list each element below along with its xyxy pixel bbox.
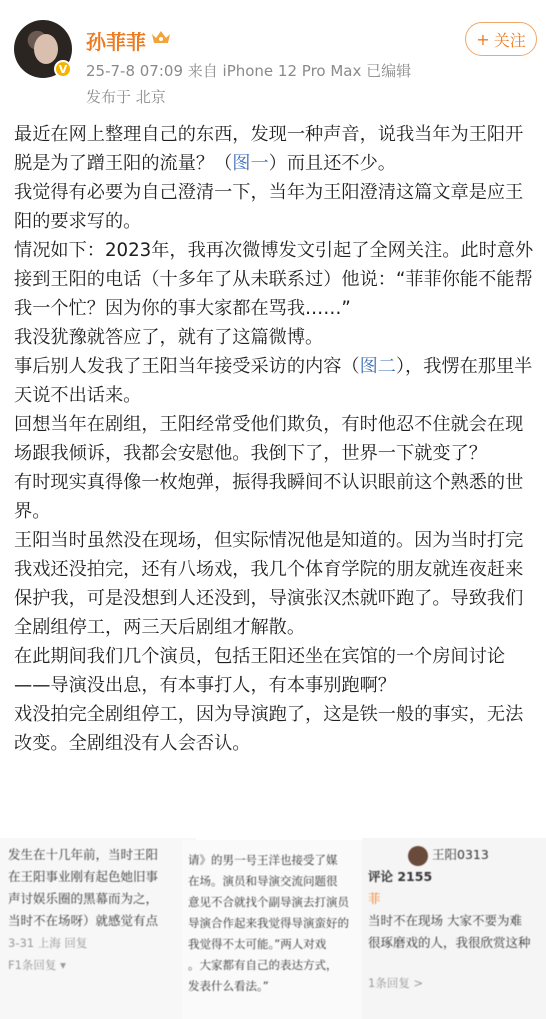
- paragraph-text: 王阳当时虽然没在现场，但实际情况他是知道的。因为当时打完我戏还没拍完，还有八场戏，我几个体育学院的朋友就连夜赶来保护我，可是没想到人还没到，导演张汉杰就吓跑了。导致我们全剧组停工，两三天后剧组才解散。: [14, 530, 524, 638]
- paragraph-text: 有时现实真得像一枚炮弹，振得我瞬间不认识眼前这个熟悉的世界。: [14, 472, 524, 522]
- post-meta: 25-7-8 07:09 来自 iPhone 12 Pro Max 已编辑: [86, 62, 412, 80]
- image-link[interactable]: 图一: [232, 153, 269, 174]
- paragraph-text: 回想当年在剧组，王阳经常受他们欺负，有时他忍不住就会在现场跟我倾诉，我都会安慰他。我倒下了，世界一下就变了？: [14, 414, 524, 464]
- shot1-line: 声讨娱乐圈的黑幕而为之，: [8, 891, 159, 906]
- shot2-line: 意见不合就找个副导演去打演员: [188, 895, 349, 909]
- follow-button[interactable]: [465, 22, 537, 56]
- author-name[interactable]: 孙菲菲: [86, 30, 146, 54]
- shot3-user: 王阳0313: [432, 847, 489, 862]
- plus-icon: +: [476, 29, 490, 49]
- screenshot-3[interactable]: [362, 838, 546, 1019]
- paragraph-text: 最近在网上整理自己的东西，发现一种声音，说我当年为王阳开脱是为了蹭王阳的流量？（: [14, 124, 524, 174]
- post-header: [0, 0, 546, 110]
- screenshot-3-text: [368, 844, 546, 994]
- post-paragraph: [14, 178, 534, 236]
- shot1-line: 发生在十几年前，当时王阳: [8, 847, 159, 862]
- spacer: [368, 954, 546, 972]
- paragraph-text: 事后别人发我了王阳当年接受采访的内容（: [14, 356, 360, 377]
- image-strip[interactable]: [0, 838, 546, 1019]
- post-paragraph: [14, 642, 534, 700]
- shot3-comments: 评论 2155: [368, 869, 433, 884]
- post-paragraph: [14, 352, 534, 410]
- shot3-user-row: [408, 844, 546, 866]
- shot2-line: 。大家都有自己的表达方式，: [188, 958, 338, 972]
- shot3-replies: 1条回复 >: [368, 976, 424, 990]
- post-paragraph: [14, 236, 534, 323]
- verified-badge-icon: V: [54, 60, 72, 78]
- post-paragraph: [14, 120, 534, 178]
- avatar: [408, 846, 428, 866]
- vip-crown-icon: [150, 28, 172, 46]
- paragraph-text: 我没犹豫就答应了，就有了这篇微博。: [14, 327, 324, 348]
- shot2-line: 请》的男一号王洋也接受了媒: [188, 853, 338, 867]
- paragraph-text: 情况如下：2023年，我再次微博发文引起了全网关注。此时意外接到王阳的电话（十多年了从未联系过）他说：“菲菲你能不能帮我一个忙？因为你的事大家都在骂我……”: [14, 240, 534, 319]
- shot1-replies: F1条回复 ▾: [8, 958, 66, 972]
- screenshot-2-text: [188, 850, 364, 997]
- shot2-line: 发表什么看法。”: [188, 979, 269, 993]
- follow-label: 关注: [493, 30, 526, 50]
- avatar-face: [34, 34, 58, 64]
- shot1-line: 在王阳事业刚有起色她旧事: [8, 869, 159, 884]
- paragraph-text: 戏没拍完全剧组停工，因为导演跑了，这是铁一般的事实，无法改变。全剧组没有人会否认。: [14, 704, 524, 754]
- screenshot-1-text: [8, 844, 196, 976]
- post-paragraph: [14, 468, 534, 526]
- post-paragraph: [14, 323, 534, 352]
- shot2-line: 我觉得不太可能。”两人对戏: [188, 937, 327, 951]
- post-paragraph: [14, 526, 534, 642]
- post-body: [14, 120, 534, 758]
- paragraph-text: ），我愣在那里半天说不出话来。: [14, 356, 533, 406]
- screenshot-2[interactable]: [182, 840, 364, 1019]
- post-paragraph: [14, 700, 534, 758]
- paragraph-text: 在此期间我们几个演员，包括王阳还坐在宾馆的一个房间讨论——导演没出息，有本事打人，有本事别跑啊？: [14, 646, 506, 696]
- shot2-line: 导演合作起来我觉得导演蛮好的: [188, 916, 349, 930]
- shot3-name: 菲: [368, 891, 381, 906]
- paragraph-text: ）而且还不少。: [268, 153, 396, 174]
- shot2-line: 在场。演员和导演交流问题很: [188, 874, 338, 888]
- image-link[interactable]: 图二: [359, 356, 396, 377]
- shot3-line: 当时不在现场 大家不要为难: [368, 913, 522, 928]
- screenshot-1[interactable]: [0, 838, 196, 1019]
- paragraph-text: 我觉得有必要为自己澄清一下，当年为王阳澄清这篇文章是应王阳的要求写的。: [14, 182, 524, 232]
- shot1-line: 当时不在场呀）就感觉有点: [8, 913, 159, 928]
- post-location: 发布于 北京: [86, 88, 166, 106]
- shot3-line: 很琢磨戏的人，我很欣赏这种: [368, 935, 531, 950]
- post-paragraph: [14, 410, 534, 468]
- shot1-meta: 3-31 上海 回复: [8, 936, 88, 950]
